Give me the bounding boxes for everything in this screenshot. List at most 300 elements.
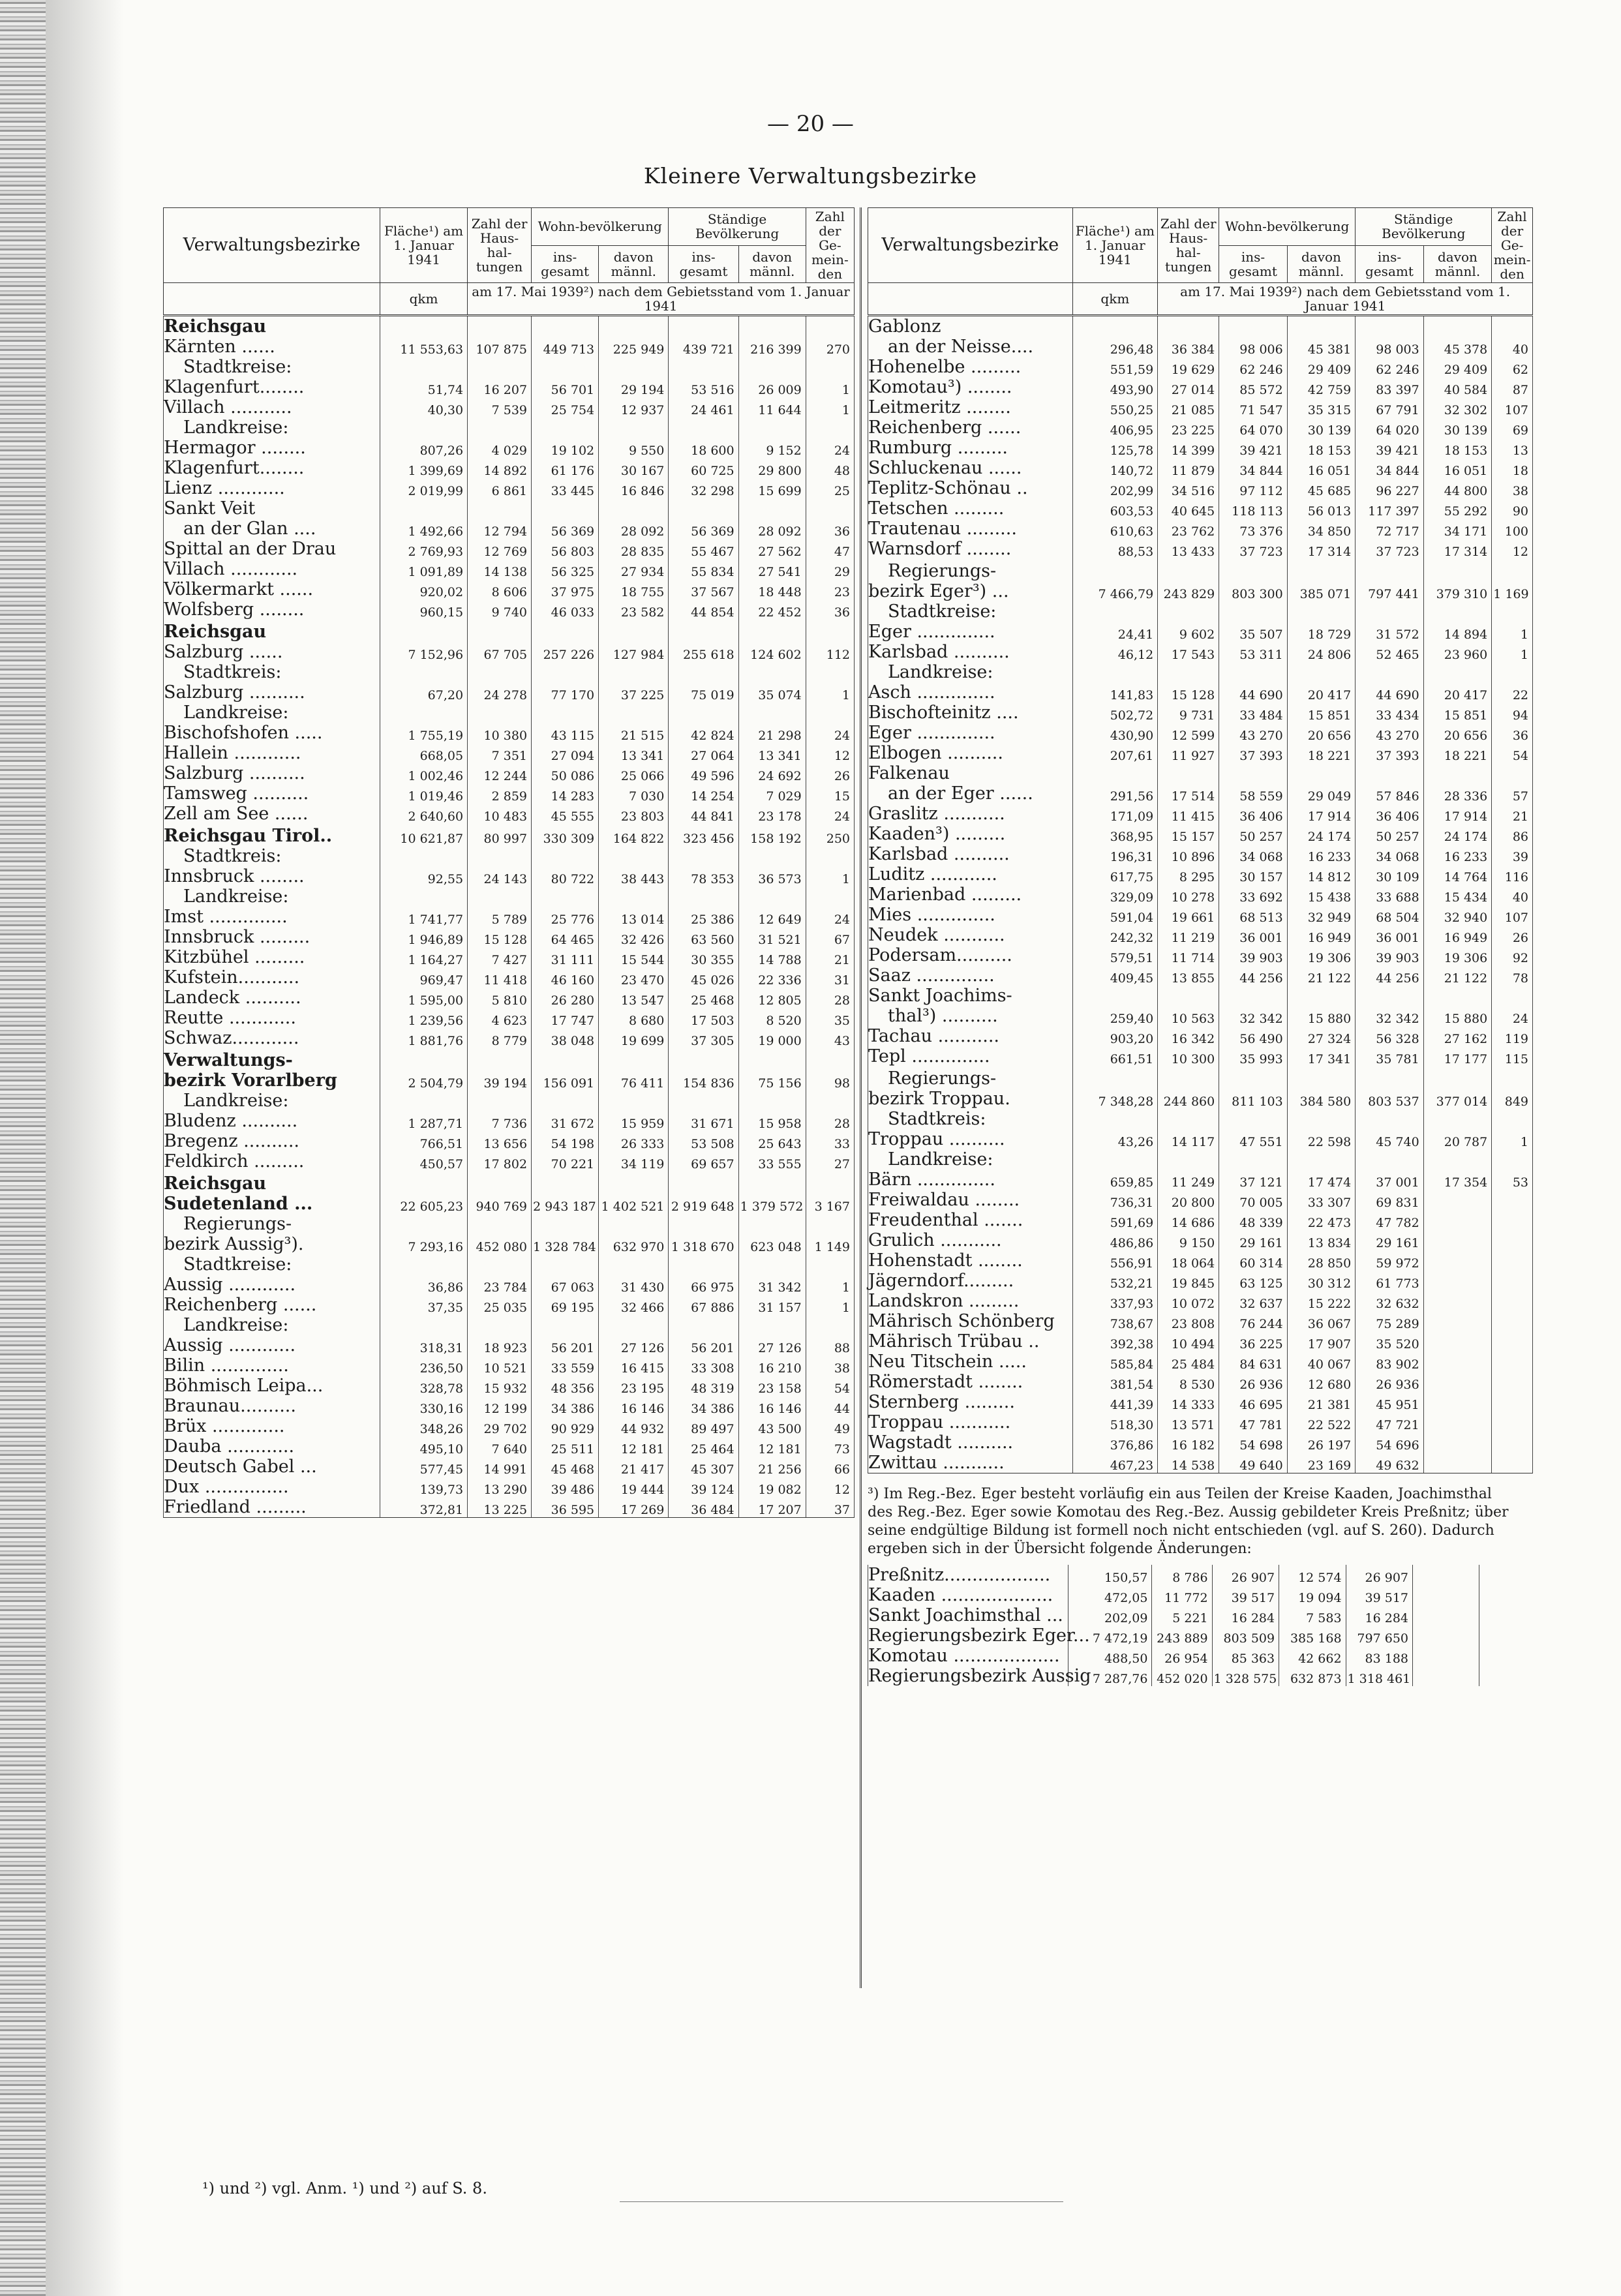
- value-cell: [1219, 662, 1288, 682]
- value-cell: 1 091,89: [380, 559, 468, 579]
- value-cell: 22 452: [738, 599, 806, 620]
- value-cell: 25 484: [1158, 1352, 1219, 1372]
- value-cell: 452 080: [468, 1234, 532, 1254]
- value-cell: 236,50: [380, 1355, 468, 1376]
- district-name: Reichsgau: [164, 316, 380, 337]
- value-cell: 7 030: [599, 783, 669, 804]
- value-cell: 15 851: [1423, 702, 1492, 723]
- district-name: Reichsgau: [164, 620, 380, 642]
- value-cell: 1 946,89: [380, 927, 468, 947]
- table-row: [164, 1477, 855, 1497]
- value-cell: 19 082: [738, 1477, 806, 1497]
- value-cell: 54: [1492, 743, 1533, 763]
- value-cell: 16 051: [1287, 458, 1356, 478]
- table-row: [164, 967, 855, 988]
- table-row: [164, 1234, 855, 1254]
- district-name: Karlsbad ..........: [868, 642, 1073, 662]
- value-cell: 1 328 575: [1212, 1666, 1279, 1686]
- district-name: bezirk Vorarlberg: [164, 1070, 380, 1091]
- value-cell: 849: [1492, 1089, 1533, 1109]
- district-name: bezirk Aussig³).: [164, 1234, 380, 1254]
- table-row: [164, 620, 855, 642]
- value-cell: 23 195: [599, 1376, 669, 1396]
- value-cell: 250: [806, 824, 854, 846]
- value-cell: 90 929: [532, 1416, 599, 1436]
- value-cell: [806, 1091, 854, 1111]
- value-cell: 26 280: [532, 988, 599, 1008]
- value-cell: 53: [1492, 1170, 1533, 1190]
- value-cell: 337,93: [1072, 1291, 1158, 1311]
- table-row: [868, 478, 1533, 498]
- value-cell: 33: [806, 1131, 854, 1151]
- value-cell: 13 433: [1158, 539, 1219, 559]
- value-cell: [532, 662, 599, 682]
- value-cell: 493,90: [1072, 377, 1158, 397]
- value-cell: 472,05: [1068, 1585, 1152, 1605]
- value-cell: 31 430: [599, 1275, 669, 1295]
- left-table-body: [164, 316, 855, 1518]
- value-cell: [1356, 1066, 1424, 1089]
- col-header-permanent: Ständige Bevölkerung: [1356, 208, 1492, 246]
- district-name: Bischofshofen .....: [164, 723, 380, 743]
- value-cell: 15 438: [1287, 884, 1356, 905]
- district-name: Neudek ...........: [868, 925, 1073, 945]
- table-row: [868, 824, 1533, 844]
- district-name: Tepl ..............: [868, 1046, 1073, 1066]
- value-cell: [532, 417, 599, 438]
- value-cell: 29 702: [468, 1416, 532, 1436]
- value-cell: 24: [1492, 1006, 1533, 1026]
- value-cell: 54 698: [1219, 1432, 1288, 1453]
- value-cell: 39 517: [1212, 1585, 1279, 1605]
- value-cell: 11 927: [1158, 743, 1219, 763]
- value-cell: 35 315: [1287, 397, 1356, 417]
- table-row: [164, 478, 855, 498]
- value-cell: 738,67: [1072, 1311, 1158, 1331]
- value-cell: [1158, 601, 1219, 622]
- value-cell: 202,09: [1068, 1605, 1152, 1625]
- value-cell: [1158, 1149, 1219, 1170]
- value-cell: 75 156: [738, 1070, 806, 1091]
- value-cell: 34 516: [1158, 478, 1219, 498]
- value-cell: 27 126: [738, 1335, 806, 1355]
- table-row: [868, 1210, 1533, 1230]
- table-row: [868, 337, 1533, 357]
- table-row: [164, 1151, 855, 1171]
- district-name: Leitmeritz ........: [868, 397, 1073, 417]
- table-row: [868, 864, 1533, 884]
- value-cell: [380, 886, 468, 907]
- value-cell: 330,16: [380, 1396, 468, 1416]
- table-row: [164, 397, 855, 417]
- value-cell: 632 873: [1279, 1666, 1346, 1686]
- value-cell: 28: [806, 988, 854, 1008]
- district-name: Komotau ...................: [868, 1646, 1068, 1666]
- value-cell: 11 714: [1158, 945, 1219, 965]
- value-cell: 14 764: [1423, 864, 1492, 884]
- value-cell: 116: [1492, 864, 1533, 884]
- value-cell: [532, 1171, 599, 1194]
- district-name: Eger ..............: [868, 723, 1073, 743]
- value-cell: 60 314: [1219, 1250, 1288, 1271]
- value-cell: [380, 620, 468, 642]
- value-cell: [468, 1048, 532, 1070]
- table-row: [868, 925, 1533, 945]
- value-cell: 39 421: [1356, 438, 1424, 458]
- table-row: [868, 945, 1533, 965]
- value-cell: 30 157: [1219, 864, 1288, 884]
- value-cell: 13 341: [599, 743, 669, 763]
- value-cell: 47 721: [1356, 1412, 1424, 1432]
- value-cell: 32 949: [1287, 905, 1356, 925]
- value-cell: [1492, 559, 1533, 581]
- value-cell: 26 197: [1287, 1432, 1356, 1453]
- value-cell: [1072, 601, 1158, 622]
- value-cell: 36: [806, 519, 854, 539]
- value-cell: [1413, 1605, 1479, 1625]
- value-cell: [468, 702, 532, 723]
- table-row: [164, 1171, 855, 1194]
- value-cell: 40: [1492, 884, 1533, 905]
- value-cell: [532, 620, 599, 642]
- value-cell: 1 002,46: [380, 763, 468, 783]
- value-cell: 33 688: [1356, 884, 1424, 905]
- value-cell: 14 892: [468, 458, 532, 478]
- value-cell: 37 393: [1219, 743, 1288, 763]
- value-cell: 73 376: [1219, 519, 1288, 539]
- value-cell: 36 001: [1356, 925, 1424, 945]
- district-name: Sudetenland ...: [164, 1194, 380, 1214]
- value-cell: 20 656: [1423, 723, 1492, 743]
- district-name: Bischofteinitz ....: [868, 702, 1073, 723]
- value-cell: 15 157: [1158, 824, 1219, 844]
- table-row: [868, 1190, 1533, 1210]
- value-cell: 119: [1492, 1026, 1533, 1046]
- value-cell: [1219, 559, 1288, 581]
- value-cell: 5 789: [468, 907, 532, 927]
- value-cell: 32 342: [1219, 1006, 1288, 1026]
- value-cell: 207,61: [1072, 743, 1158, 763]
- value-cell: 33 692: [1219, 884, 1288, 905]
- value-cell: 21: [1492, 804, 1533, 824]
- value-cell: 9 740: [468, 599, 532, 620]
- value-cell: [669, 1048, 738, 1070]
- value-cell: 385 071: [1287, 581, 1356, 601]
- value-cell: 9 731: [1158, 702, 1219, 723]
- table-row: [868, 539, 1533, 559]
- value-cell: [1492, 662, 1533, 682]
- value-cell: 36: [806, 599, 854, 620]
- value-cell: 39 421: [1219, 438, 1288, 458]
- table-row: [868, 519, 1533, 539]
- value-cell: [532, 846, 599, 866]
- value-cell: 14 788: [738, 947, 806, 967]
- district-name: Marienbad .........: [868, 884, 1073, 905]
- value-cell: 196,31: [1072, 844, 1158, 864]
- value-cell: 439 721: [669, 337, 738, 357]
- value-cell: 25 035: [468, 1295, 532, 1315]
- district-name: Kaaden ....................: [868, 1585, 1068, 1605]
- value-cell: 59 972: [1356, 1250, 1424, 1271]
- value-cell: [1492, 1412, 1533, 1432]
- table-row: [164, 1335, 855, 1355]
- value-cell: 409,45: [1072, 965, 1158, 986]
- value-cell: 115: [1492, 1046, 1533, 1066]
- value-cell: 7 640: [468, 1436, 532, 1457]
- value-cell: [599, 886, 669, 907]
- value-cell: 579,51: [1072, 945, 1158, 965]
- value-cell: 140,72: [1072, 458, 1158, 478]
- value-cell: 48: [806, 458, 854, 478]
- value-cell: [1413, 1565, 1479, 1585]
- value-cell: 26 907: [1212, 1565, 1279, 1585]
- table-row: [164, 599, 855, 620]
- value-cell: 11 644: [738, 397, 806, 417]
- value-cell: 1 149: [806, 1234, 854, 1254]
- value-cell: 28: [806, 1111, 854, 1131]
- value-cell: [468, 1091, 532, 1111]
- district-name: Braunau..........: [164, 1396, 380, 1416]
- value-cell: 16 342: [1158, 1026, 1219, 1046]
- value-cell: 24: [806, 438, 854, 458]
- value-cell: 803 300: [1219, 581, 1288, 601]
- value-cell: 56 701: [532, 377, 599, 397]
- value-cell: 67 791: [1356, 397, 1424, 417]
- table-row: [164, 1194, 855, 1214]
- value-cell: 26 936: [1356, 1372, 1424, 1392]
- value-cell: [532, 886, 599, 907]
- table-row: [164, 1295, 855, 1315]
- value-cell: [669, 1091, 738, 1111]
- table-row: [868, 783, 1533, 804]
- col-header-municipalities: Zahl der Ge-mein-den: [1492, 208, 1533, 283]
- value-cell: 551,59: [1072, 357, 1158, 377]
- value-cell: 20 417: [1287, 682, 1356, 702]
- value-cell: 28 850: [1287, 1250, 1356, 1271]
- value-cell: [1423, 986, 1492, 1006]
- value-cell: 18 153: [1287, 438, 1356, 458]
- value-cell: [738, 702, 806, 723]
- value-cell: 52 465: [1356, 642, 1424, 662]
- value-cell: 323 456: [669, 824, 738, 846]
- district-name: Troppau ...........: [868, 1412, 1073, 1432]
- value-cell: 16 207: [468, 377, 532, 397]
- value-cell: [380, 1171, 468, 1194]
- value-cell: 1: [806, 377, 854, 397]
- table-row: [868, 763, 1533, 783]
- value-cell: [380, 316, 468, 337]
- value-cell: 48 319: [669, 1376, 738, 1396]
- col-header-area: Fläche¹) am 1. Januar 1941: [1072, 208, 1158, 283]
- value-cell: 16 233: [1287, 844, 1356, 864]
- district-name: Spittal an der Drau: [164, 539, 380, 559]
- value-cell: 24 692: [738, 763, 806, 783]
- district-name: Regierungs-: [164, 1214, 380, 1234]
- value-cell: 76 411: [599, 1070, 669, 1091]
- table-row: [164, 1111, 855, 1131]
- value-cell: [532, 1315, 599, 1335]
- value-cell: 330 309: [532, 824, 599, 846]
- value-cell: 392,38: [1072, 1331, 1158, 1352]
- value-cell: [1423, 1453, 1492, 1473]
- value-cell: 17 907: [1287, 1331, 1356, 1352]
- value-cell: 4 029: [468, 438, 532, 458]
- value-cell: 12 244: [468, 763, 532, 783]
- value-cell: 38 048: [532, 1028, 599, 1048]
- value-cell: [1423, 1230, 1492, 1250]
- value-cell: 22: [1492, 682, 1533, 702]
- district-name: Elbogen ..........: [868, 743, 1073, 763]
- value-cell: 16 415: [599, 1355, 669, 1376]
- value-cell: 22 605,23: [380, 1194, 468, 1214]
- value-cell: [669, 662, 738, 682]
- value-cell: 23 784: [468, 1275, 532, 1295]
- table-row: [164, 866, 855, 886]
- value-cell: [738, 1214, 806, 1234]
- value-cell: 46 695: [1219, 1392, 1288, 1412]
- district-name: Klagenfurt........: [164, 377, 380, 397]
- value-cell: 164 822: [599, 824, 669, 846]
- value-cell: 13 547: [599, 988, 669, 1008]
- value-cell: [1492, 1311, 1533, 1331]
- value-cell: 10 621,87: [380, 824, 468, 846]
- district-name: Innsbruck .........: [164, 927, 380, 947]
- value-cell: 15 932: [468, 1376, 532, 1396]
- district-name: Falkenau: [868, 763, 1073, 783]
- value-cell: 1 019,46: [380, 783, 468, 804]
- col-header-households: Zahl der Haus-hal-tungen: [1158, 208, 1219, 283]
- right-table: [868, 207, 1533, 1473]
- value-cell: 30 109: [1356, 864, 1424, 884]
- value-cell: [1492, 1372, 1533, 1392]
- value-cell: 37 393: [1356, 743, 1424, 763]
- value-cell: 1 379 572: [738, 1194, 806, 1214]
- value-cell: 90: [1492, 498, 1533, 519]
- table-row: [164, 539, 855, 559]
- value-cell: 98: [806, 1070, 854, 1091]
- district-name: Reichsgau: [164, 1171, 380, 1194]
- value-cell: 20 787: [1423, 1129, 1492, 1149]
- table-row: [868, 682, 1533, 702]
- district-name: Graslitz ...........: [868, 804, 1073, 824]
- value-cell: 20 417: [1423, 682, 1492, 702]
- value-cell: 78: [1492, 965, 1533, 986]
- value-cell: [1072, 1149, 1158, 1170]
- value-cell: 19 444: [599, 1477, 669, 1497]
- value-cell: 24 806: [1287, 642, 1356, 662]
- value-cell: 7 152,96: [380, 642, 468, 662]
- value-cell: 56 369: [669, 519, 738, 539]
- district-name: Mährisch Trübau ..: [868, 1331, 1073, 1352]
- value-cell: 21 298: [738, 723, 806, 743]
- value-cell: [468, 662, 532, 682]
- table-row: [164, 1131, 855, 1151]
- value-cell: [738, 357, 806, 377]
- value-cell: 107: [1492, 397, 1533, 417]
- value-cell: 21 417: [599, 1457, 669, 1477]
- value-cell: 12 805: [738, 988, 806, 1008]
- value-cell: 10 380: [468, 723, 532, 743]
- table-row: [868, 844, 1533, 864]
- value-cell: 139,73: [380, 1477, 468, 1497]
- value-cell: [669, 886, 738, 907]
- value-cell: 26 907: [1346, 1565, 1412, 1585]
- district-name: Dux ...............: [164, 1477, 380, 1497]
- value-cell: 13: [1492, 438, 1533, 458]
- value-cell: 1 492,66: [380, 519, 468, 539]
- value-cell: [1492, 601, 1533, 622]
- table-row: [164, 1355, 855, 1376]
- value-cell: 5 810: [468, 988, 532, 1008]
- district-name: Zell am See ......: [164, 804, 380, 824]
- value-cell: [1287, 1109, 1356, 1129]
- table-row: [868, 1230, 1533, 1250]
- value-cell: [1413, 1585, 1479, 1605]
- table-row: [868, 1109, 1533, 1129]
- col-header-total: ins-gesamt: [1356, 245, 1424, 283]
- value-cell: 24: [806, 907, 854, 927]
- value-cell: 10 494: [1158, 1331, 1219, 1352]
- value-cell: 34 171: [1423, 519, 1492, 539]
- value-cell: 270: [806, 337, 854, 357]
- value-cell: [1423, 763, 1492, 783]
- value-cell: 53 311: [1219, 642, 1288, 662]
- value-cell: 14 991: [468, 1457, 532, 1477]
- value-cell: 100: [1492, 519, 1533, 539]
- value-cell: 19 000: [738, 1028, 806, 1048]
- value-cell: 25 386: [669, 907, 738, 927]
- value-cell: 75 289: [1356, 1311, 1424, 1331]
- value-cell: [380, 357, 468, 377]
- value-cell: 21 256: [738, 1457, 806, 1477]
- value-cell: 20 656: [1287, 723, 1356, 743]
- value-cell: 154 836: [669, 1070, 738, 1091]
- value-cell: 34 068: [1356, 844, 1424, 864]
- value-cell: [669, 498, 738, 519]
- value-cell: 53 516: [669, 377, 738, 397]
- district-name: Salzburg ..........: [164, 763, 380, 783]
- table-row: [164, 357, 855, 377]
- table-row: [164, 1275, 855, 1295]
- col-header-total: ins-gesamt: [669, 245, 738, 283]
- value-cell: [1492, 1291, 1533, 1311]
- value-cell: 216 399: [738, 337, 806, 357]
- unit-qkm: qkm: [380, 283, 468, 316]
- value-cell: [1423, 1432, 1492, 1453]
- value-cell: [599, 662, 669, 682]
- value-cell: [468, 620, 532, 642]
- district-name: Trautenau .........: [868, 519, 1073, 539]
- table-row: [868, 723, 1533, 743]
- value-cell: 24 278: [468, 682, 532, 702]
- footnote-table-body: [868, 1565, 1520, 1686]
- value-cell: 43 270: [1219, 723, 1288, 743]
- value-cell: 32 632: [1356, 1291, 1424, 1311]
- value-cell: 67,20: [380, 682, 468, 702]
- value-cell: 27 126: [599, 1335, 669, 1355]
- value-cell: [380, 1315, 468, 1335]
- value-cell: 960,15: [380, 599, 468, 620]
- district-name: Bludenz ..........: [164, 1111, 380, 1131]
- value-cell: 125,78: [1072, 438, 1158, 458]
- value-cell: 35: [806, 1008, 854, 1028]
- value-cell: [1287, 986, 1356, 1006]
- value-cell: [1492, 1352, 1533, 1372]
- value-cell: 13 290: [468, 1477, 532, 1497]
- value-cell: 24 143: [468, 866, 532, 886]
- value-cell: [468, 846, 532, 866]
- value-cell: [1158, 763, 1219, 783]
